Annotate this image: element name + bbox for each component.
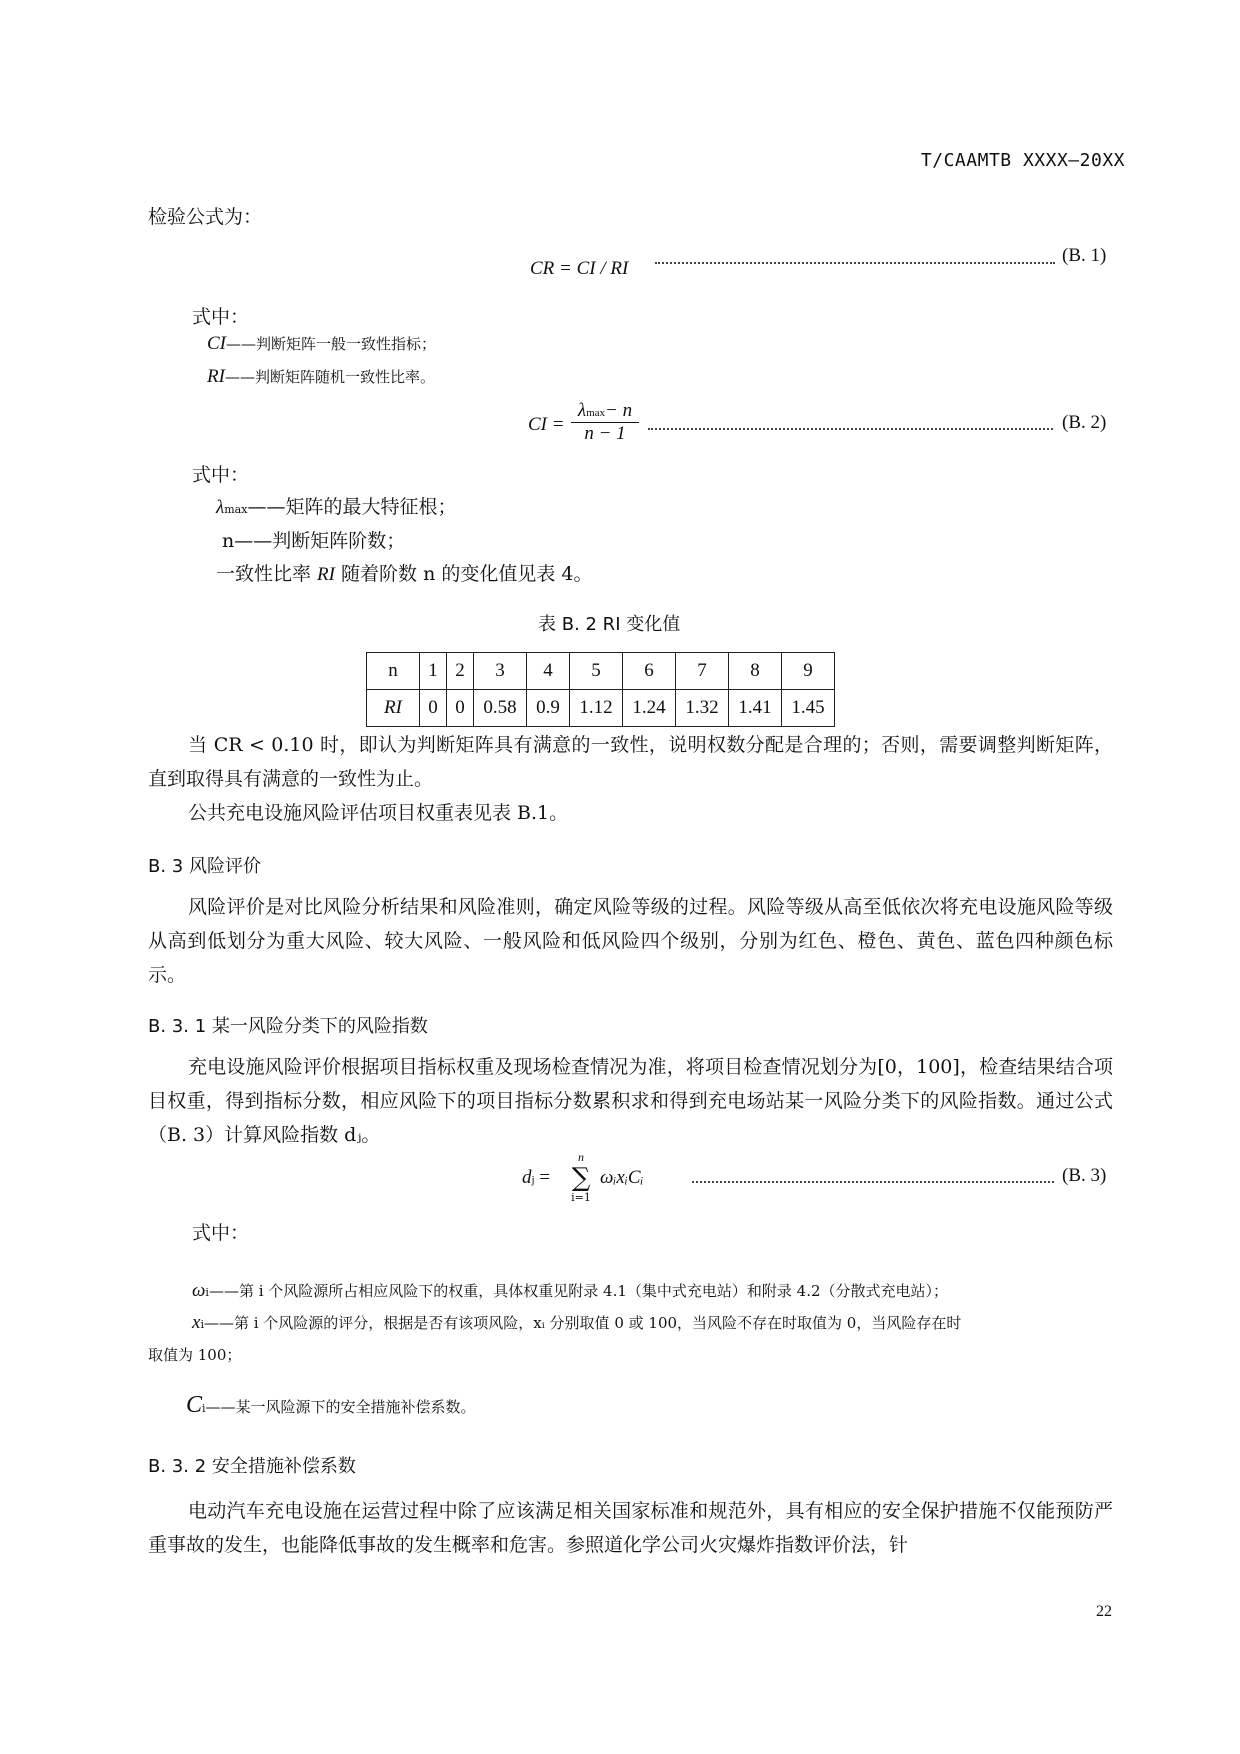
leader-dots [692,1181,1054,1183]
section-b3-paragraph: 风险评价是对比风险分析结果和风险准则，确定风险等级的过程。风险等级从高至低依次将充电设施风险等级从高到低划分为重大风险、较大风险、一般风险和低风险四个级别，分别为红色、橙色、黄色、蓝色四种颜色标示。 [148,896,1113,986]
x-definition: xi——第 i 个风险源的评分，根据是否有该项风险，xᵢ 分别取值 0 或 100，当风险不存在时取值为 0，当风险存在时 [192,1312,962,1333]
weight-table-reference: 公共充电设施风险评估项目权重表见表 B.1。 [188,802,569,824]
fraction-denominator: n − 1 [584,423,626,444]
leader-dots [655,262,1055,264]
equation-number-b1: (B. 1) [1062,245,1107,266]
table-cell: 0.9 [527,690,570,727]
table-cell: 8 [729,653,782,690]
ri-table [366,652,835,727]
equation-number-b3: (B. 3) [1062,1165,1107,1186]
document-code: T/CAAMTB XXXX—20XX [920,150,1125,171]
omega-definition: ωi——第 i 个风险源所占相应风险下的权重，具体权重见附录 4.1（集中式充电站）和附录 4.2（分散式充电站）； [192,1280,949,1301]
table-cell: 1.32 [676,690,729,727]
ri-description: ——判断矩阵随机一致性比率。 [224,368,435,386]
table-cell: 1.41 [729,690,782,727]
table-cell: 4 [527,653,570,690]
c-definition: Ci——某一风险源下的安全措施补偿系数。 [186,1392,476,1418]
table-cell: 1.45 [782,690,835,727]
leader-dots [648,428,1053,430]
table-cell: 2 [447,653,474,690]
table-cell: 6 [623,653,676,690]
consistency-paragraph: 当 CR < 0.10 时，即认为判断矩阵具有满意的一致性，说明权数分配是合理的；否则，需要调整判断矩阵，直到取得具有满意的一致性为止。 [148,734,1113,790]
table-caption: 表 B. 2 RI 变化值 [538,614,681,635]
x-definition-continued: 取值为 100； [148,1346,242,1364]
fraction-numerator: λmax− n [577,400,633,421]
table-cell: n [367,653,420,690]
summation: n ∑ i=1 [571,1150,591,1204]
where-label: 式中： [192,1222,250,1244]
intro-text: 检验公式为： [148,206,263,228]
table-row [367,690,835,727]
table-cell: 1 [420,653,447,690]
page-number: 22 [1096,1603,1112,1620]
table-cell: RI [367,690,420,727]
equation-b3-body: ωᵢxᵢCᵢ [600,1167,644,1188]
table-cell: 0 [447,690,474,727]
equation-b3-lhs: dj = [522,1167,551,1188]
table-cell: 7 [676,653,729,690]
ci-description: ——判断矩阵一般一致性指标； [226,335,437,353]
equation-b2-lhs: CI = [528,414,565,435]
lambda-definition: λmax——矩阵的最大特征根； [216,496,457,518]
table-cell: 1.12 [570,690,623,727]
section-heading-b32: B. 3. 2 安全措施补偿系数 [148,1456,356,1477]
equation-b2-fraction [571,400,639,445]
ci-symbol: CI [207,333,226,354]
equation-b1: CR = CI / RI [530,258,629,279]
ri-table-reference: 一致性比率 RI 随着阶数 n 的变化值见表 4。 [216,563,593,585]
section-heading-b31: B. 3. 1 某一风险分类下的风险指数 [148,1016,428,1037]
ri-symbol: RI [207,366,225,387]
where-label: 式中： [192,306,250,328]
table-cell: 1.24 [623,690,676,727]
ri-definition [207,366,435,388]
table-cell: 0 [420,690,447,727]
table-cell: 9 [782,653,835,690]
equation-number-b2: (B. 2) [1062,412,1107,433]
where-label: 式中： [192,464,250,486]
table-cell: 5 [570,653,623,690]
table-cell: 0.58 [474,690,527,727]
section-b31-paragraph: 充电设施风险评价根据项目指标权重及现场检查情况为准，将项目检查情况划分为[0，100]，检查结果结合项目权重，得到指标分数，相应风险下的项目指标分数累积求和得到充电场站某一风险分类下的风险指数。通过公式（B. 3）计算风险指数 dⱼ。 [148,1056,1113,1146]
table-row [367,653,835,690]
ci-definition [207,333,436,355]
table-cell: 3 [474,653,527,690]
n-definition: n——判断矩阵阶数； [222,530,406,552]
section-b32-paragraph: 电动汽车充电设施在运营过程中除了应该满足相关国家标准和规范外，具有相应的安全保护措施不仅能预防严重事故的发生，也能降低事故的发生概率和危害。参照道化学公司火灾爆炸指数评价法，针 [148,1500,1113,1556]
section-heading-b3: B. 3 风险评价 [148,856,261,877]
